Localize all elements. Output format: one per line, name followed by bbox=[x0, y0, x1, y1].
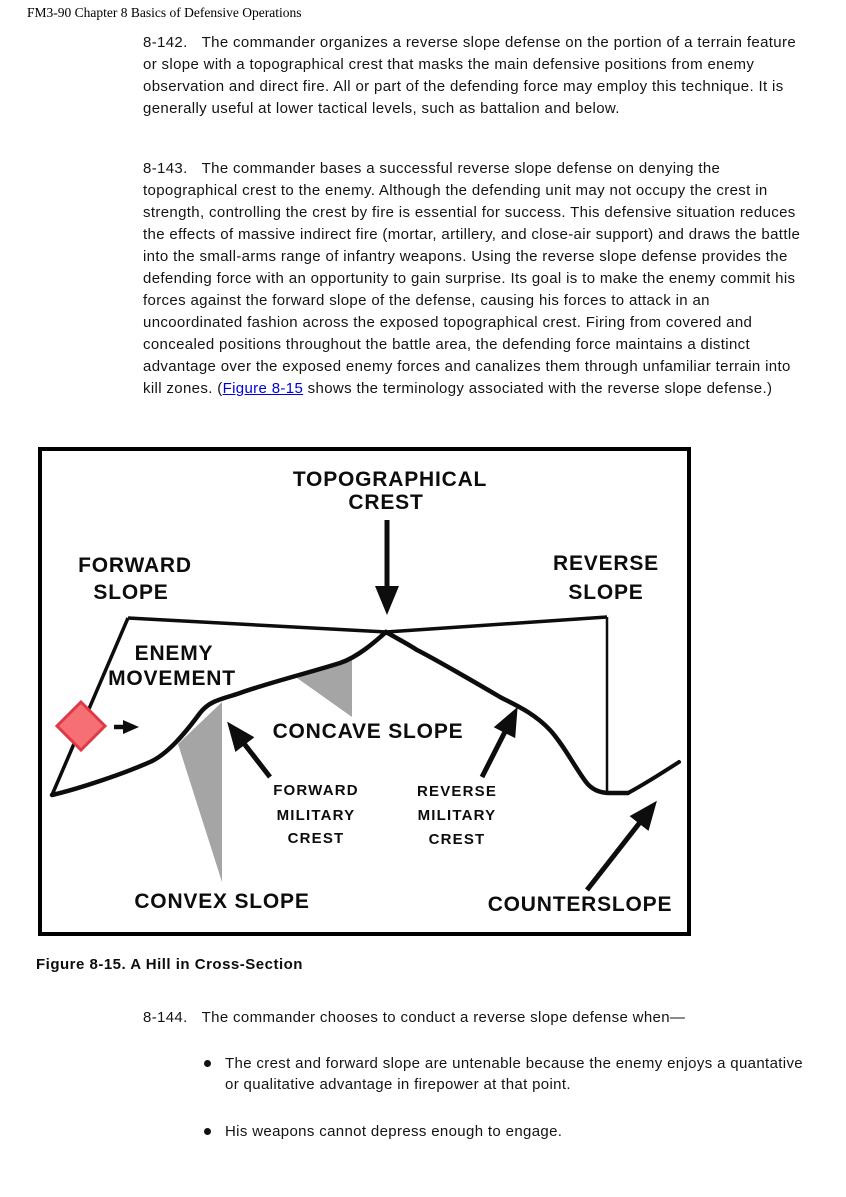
figure-caption: Figure 8-15. A Hill in Cross-Section bbox=[36, 956, 303, 973]
label-convex-slope: CONVEX SLOPE bbox=[134, 890, 310, 913]
paragraph-text: The commander organizes a reverse slope defense on the portion of a terrain feature or slope with a topographical crest that masks the main defensive positions from enemy observation and direct fire. All or part of the defending force may employ this technique. It is generally useful at lower tactical levels, such as battalion and below. bbox=[143, 34, 797, 117]
label-enemy-movement: ENEMY bbox=[134, 642, 214, 665]
hill-cross-section-figure bbox=[38, 447, 691, 936]
bullet-text: His weapons cannot depress enough to engage. bbox=[225, 1123, 563, 1140]
figure-8-15-link[interactable]: Figure 8-15 bbox=[222, 380, 304, 397]
label-reverse-slope: REVERSE bbox=[553, 552, 659, 575]
bullet-icon bbox=[204, 1128, 211, 1135]
bullet-text: The crest and forward slope are untenable because the enemy enjoys a quantative or qualitative advantage in firepower at that point. bbox=[225, 1055, 803, 1093]
paragraph-number: 8-142. bbox=[143, 34, 188, 51]
label-reverse-military-crest: CREST bbox=[428, 831, 486, 848]
label-reverse-military-crest: MILITARY bbox=[417, 807, 497, 824]
paragraph-8-142 bbox=[143, 32, 807, 120]
figure-border bbox=[40, 449, 689, 934]
label-topographical-crest: TOPOGRAPHICAL bbox=[292, 468, 488, 491]
paragraph-8-144 bbox=[143, 1007, 813, 1029]
label-forward-slope: FORWARD bbox=[78, 554, 192, 577]
paragraph-text: The commander bases a successful reverse slope defense on denying the topographical crest to the enemy. Although the defending unit may not occupy the crest in strength, controlling the crest by fire is essential for success. This defensive situation reduces the effects of massive indirect fire (mortar, artillery, and close-air support) and draws the battle into the small-arms range of infantry weapons. Using the reverse slope defense provides the defending force with an opportunity to gain surprise. Its goal is to make the enemy commit his forces against the forward slope of the defense, causing his forces to attack in an uncoordinated fashion across the exposed topographical crest. Firing from covered and concealed positions throughout the battle area, the defending force maintains a distinct advantage over the exposed enemy forces and canalizes them through unfamiliar terrain into kill zones. ( bbox=[143, 160, 801, 397]
label-forward-military-crest: FORWARD bbox=[273, 782, 359, 799]
bullet-icon bbox=[204, 1060, 211, 1067]
paragraph-text: The commander chooses to conduct a reverse slope defense when— bbox=[201, 1009, 686, 1026]
label-topographical-crest: CREST bbox=[348, 491, 424, 514]
paragraph-text: shows the terminology associated with the reverse slope defense.) bbox=[303, 380, 773, 397]
label-counterslope: COUNTERSLOPE bbox=[487, 893, 673, 916]
list-item bbox=[204, 1053, 804, 1095]
label-reverse-military-crest: REVERSE bbox=[416, 783, 498, 800]
label-reverse-slope: SLOPE bbox=[568, 581, 644, 604]
label-concave-slope: CONCAVE SLOPE bbox=[272, 720, 464, 743]
list-item bbox=[204, 1121, 804, 1142]
paragraph-8-143 bbox=[143, 158, 807, 400]
page-header: FM3-90 Chapter 8 Basics of Defensive Operations bbox=[27, 5, 302, 20]
paragraph-number: 8-144. bbox=[143, 1009, 188, 1026]
label-forward-military-crest: MILITARY bbox=[276, 807, 356, 824]
figure-8-15-diagram bbox=[38, 447, 691, 936]
paragraph-number: 8-143. bbox=[143, 160, 188, 177]
label-forward-military-crest: CREST bbox=[287, 830, 345, 847]
label-forward-slope: SLOPE bbox=[93, 581, 169, 604]
label-enemy-movement: MOVEMENT bbox=[108, 667, 236, 690]
